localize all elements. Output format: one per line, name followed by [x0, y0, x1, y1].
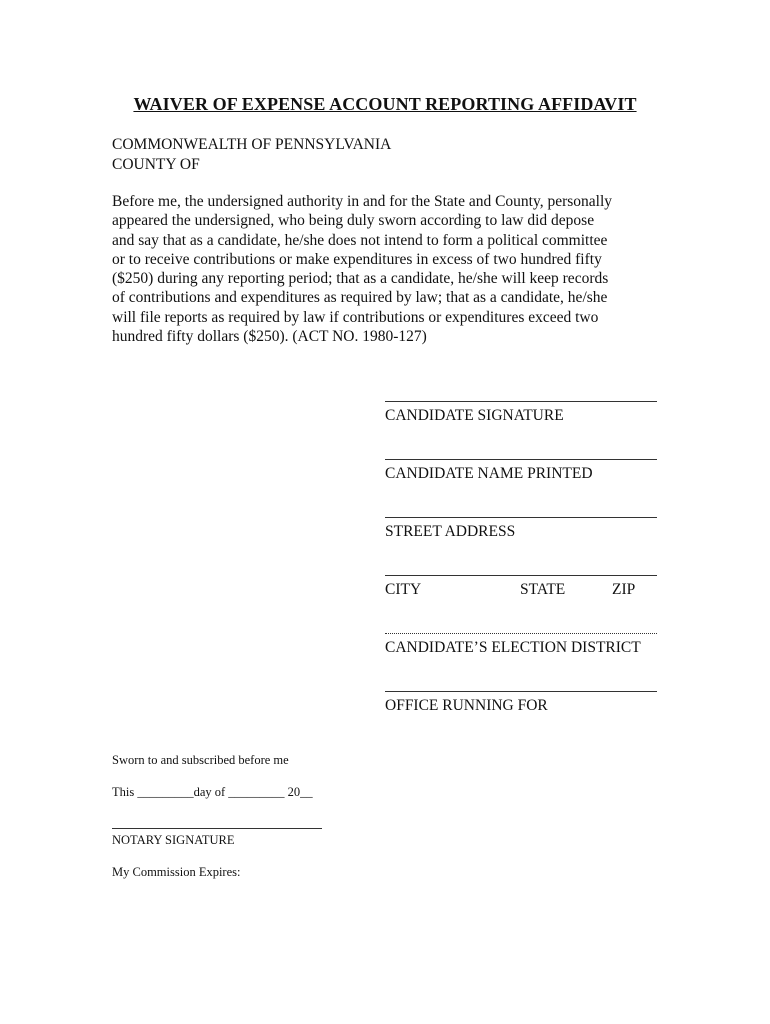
commission-expires: My Commission Expires: — [112, 865, 241, 879]
signature-line — [385, 575, 657, 576]
city-state-zip-labels — [385, 580, 657, 600]
candidate-signature-field[interactable] — [385, 401, 657, 426]
body-line: and say that as a candidate, he/she does not intend to form a political committee — [112, 231, 608, 249]
office-running-for-label: OFFICE RUNNING FOR — [385, 697, 548, 714]
city-label: CITY — [385, 581, 422, 598]
city-state-zip-field[interactable] — [385, 575, 657, 600]
body-line: Before me, the undersigned authority in and for the State and County, personally — [112, 193, 613, 210]
date-line[interactable]: This _________day of _________ 20__ — [112, 785, 313, 799]
venue-block — [112, 135, 391, 175]
body-line: hundred fifty dollars ($250). (ACT NO. 1980-127) — [112, 328, 427, 346]
body-line: ($250) during any reporting period; that as a candidate, he/she will keep records — [112, 270, 609, 288]
election-district-field[interactable] — [385, 633, 657, 658]
signature-line — [385, 459, 657, 460]
document-title: WAIVER OF EXPENSE ACCOUNT REPORTING AFFIDAVIT — [133, 94, 637, 114]
signature-line — [385, 691, 657, 692]
body-line: or to receive contributions or make expenditures in excess of two hundred fifty — [112, 250, 602, 268]
street-address-field[interactable] — [385, 517, 657, 542]
affidavit-body — [112, 192, 672, 346]
zip-label: ZIP — [612, 581, 636, 598]
candidate-name-label: CANDIDATE NAME PRINTED — [385, 465, 593, 482]
venue-commonwealth: COMMONWEALTH OF PENNSYLVANIA — [112, 136, 392, 153]
street-address-label: STREET ADDRESS — [385, 523, 516, 540]
signature-line — [385, 633, 657, 634]
sworn-statement: Sworn to and subscribed before me — [112, 753, 289, 767]
state-label: STATE — [520, 581, 566, 598]
body-line: of contributions and expenditures as required by law; that as a candidate, he/she — [112, 289, 608, 307]
notary-signature-line[interactable] — [112, 828, 322, 829]
office-running-for-field[interactable] — [385, 691, 657, 716]
candidate-signature-label: CANDIDATE SIGNATURE — [385, 407, 564, 424]
notary-signature-label: NOTARY SIGNATURE — [112, 833, 235, 847]
venue-county: COUNTY OF — [112, 156, 200, 173]
body-line: will file reports as required by law if contributions or expenditures exceed two — [112, 308, 599, 326]
signature-line — [385, 517, 657, 518]
body-line: appeared the undersigned, who being duly sworn according to law did depose — [112, 212, 595, 230]
candidate-name-field[interactable] — [385, 459, 657, 484]
signature-line — [385, 401, 657, 402]
election-district-label: CANDIDATE’S ELECTION DISTRICT — [385, 639, 641, 656]
